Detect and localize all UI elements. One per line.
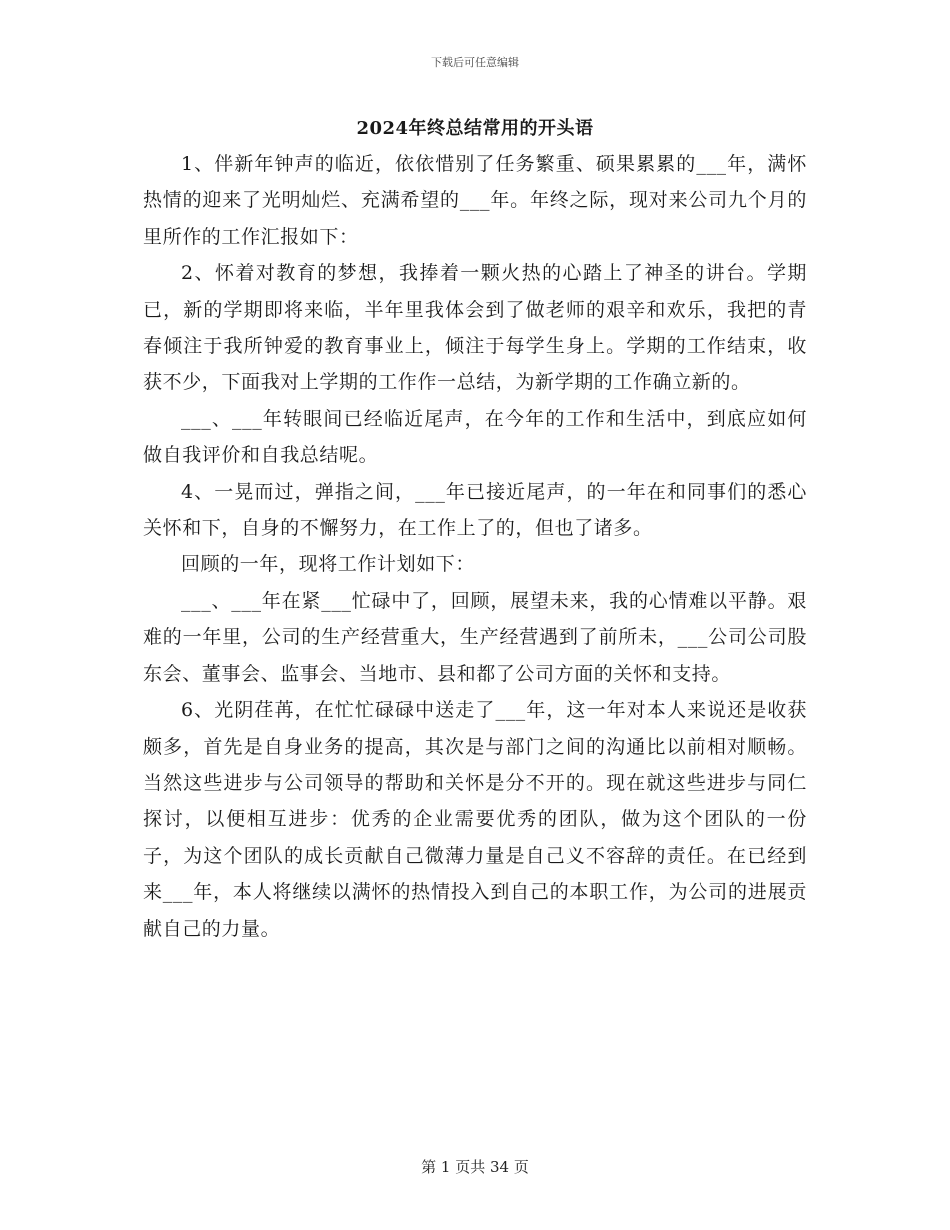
paragraph-1: 1、伴新年钟声的临近，依依惜别了任务繁重、硕果累累的___年，满怀热情的迎来了光明灿烂、充满希望的___年。年终之际，现对来公司九个月的里所作的工作汇报如下： (143, 153, 807, 248)
paragraph-5: 回顾的一年，现将工作计划如下： (181, 553, 476, 576)
document-body (143, 146, 807, 947)
page-header-note: 下载后可任意编辑 (431, 56, 519, 69)
page-number: 第 1 页共 34 页 (421, 1158, 529, 1176)
paragraph-7: 6、光阴荏苒，在忙忙碌碌中送走了___年，这一年对本人来说还是收获颇多，首先是自身业务的提高，其次是与部门之间的沟通比以前相对顺畅。当然这些进步与公司领导的帮助和关怀是分不开的。现在就这些进步与同仁探讨，以便相互进步：优秀的企业需要优秀的团队，做为这个团队的一份子，为这个团队的成长贡献自己微薄力量是自己义不容辞的责任。在已经到来___年，本人将继续以满怀的热情投入到自己的本职工作，为公司的进展贡献自己的力量。 (143, 699, 807, 940)
document-title: 2024年终总结常用的开头语 (356, 118, 594, 139)
paragraph-2: 2、怀着对教育的梦想，我捧着一颗火热的心踏上了神圣的讲台。学期已，新的学期即将来临，半年里我体会到了做老师的艰辛和欢乐，我把的青春倾注于我所钟爱的教育事业上，倾注于每学生身上。学期的工作结束，收获不少，下面我对上学期的工作作一总结，为新学期的工作确立新的。 (143, 262, 807, 394)
paragraph-3: ___、___年转眼间已经临近尾声，在今年的工作和生活中，到底应如何做自我评价和自我总结呢。 (143, 407, 807, 467)
paragraph-4: 4、一晃而过，弹指之间，___年已接近尾声，的一年在和同事们的悉心关怀和下，自身的不懈努力，在工作上了的，但也了诸多。 (143, 480, 807, 540)
paragraph-6: ___、___年在紧___忙碌中了，回顾，展望未来，我的心情难以平静。艰难的一年里，公司的生产经营重大，生产经营遇到了前所未，___公司公司股东会、董事会、监事会、当地市、县和都了公司方面的关怀和支持。 (143, 589, 807, 685)
